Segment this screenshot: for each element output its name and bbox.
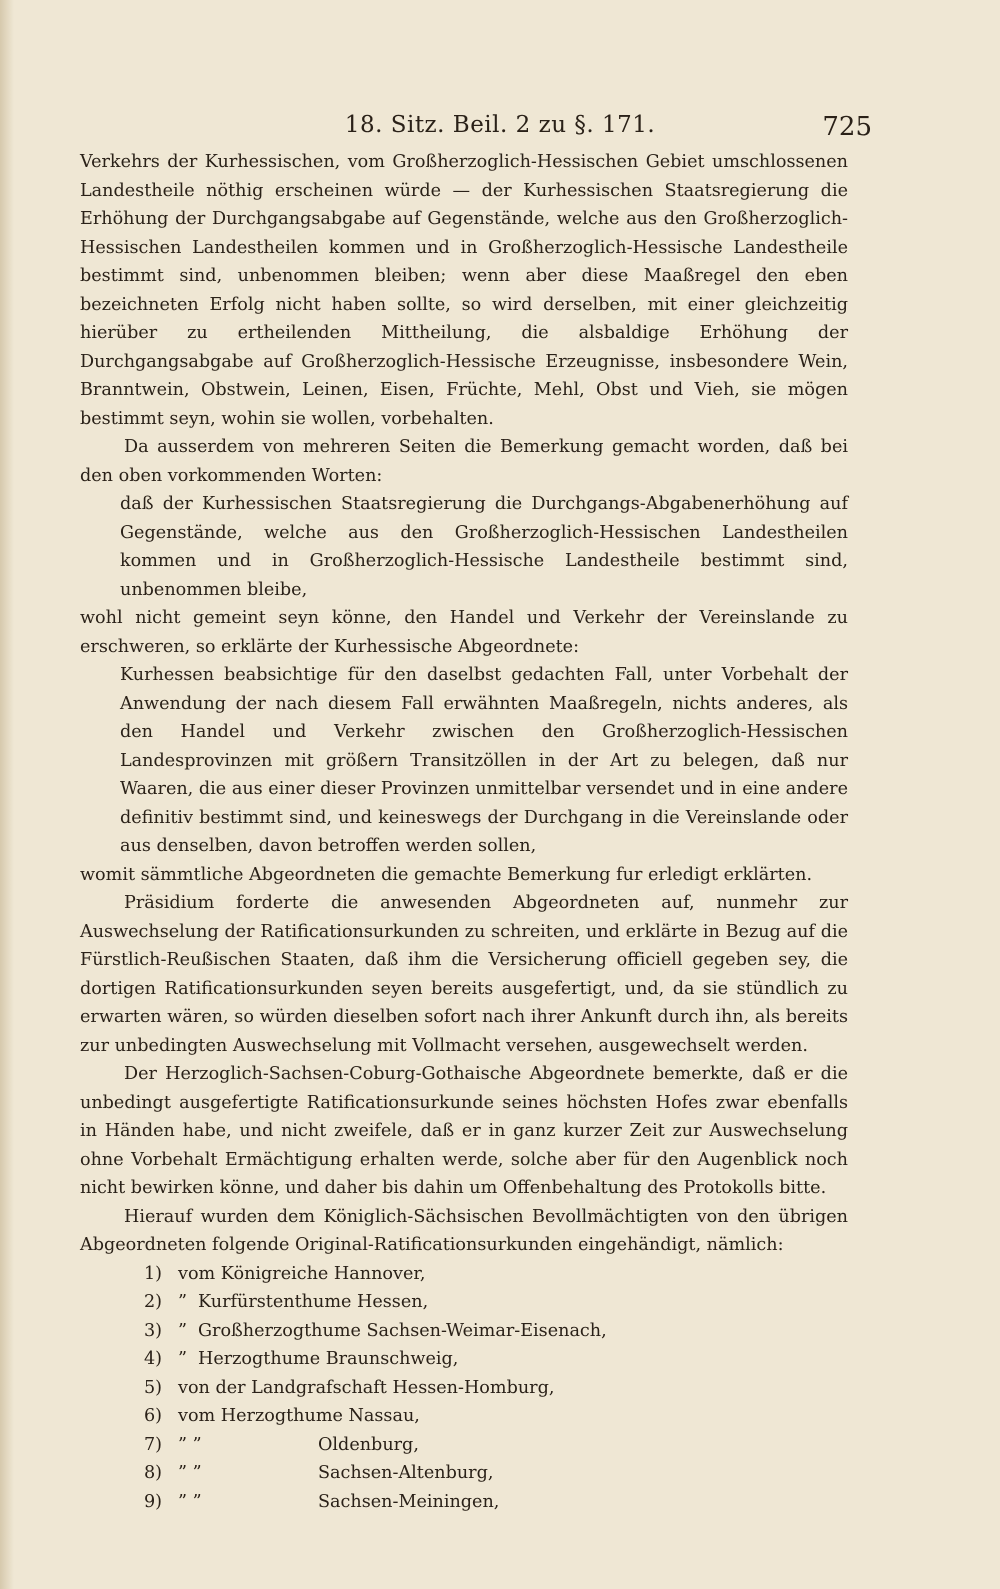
paragraph: wohl nicht gemeint seyn könne, den Handel und Verkehr der Vereinslande zu erschweren, so erklärte der Kurhessische Abgeordnete: — [80, 608, 848, 657]
page-number: 725 — [822, 112, 872, 142]
list-text: vom Herzogthume Nassau, — [178, 1406, 420, 1426]
ratification-list — [80, 1260, 848, 1517]
list-item — [128, 1374, 848, 1403]
list-item — [128, 1488, 848, 1517]
list-number: 9) — [143, 1491, 162, 1512]
list-text: von der Landgrafschaft Hessen-Homburg, — [178, 1377, 555, 1398]
list-item — [128, 1402, 848, 1431]
list-number: 7) — [143, 1434, 162, 1455]
list-item — [128, 1288, 848, 1317]
paragraph: Da ausserdem von mehreren Seiten die Bemerkung gemacht worden, daß bei den oben vorkommenden Worten: — [80, 437, 848, 486]
ditto-mark: ” ” — [178, 1491, 202, 1512]
list-number: 5) — [143, 1377, 162, 1398]
ditto-mark: ” — [178, 1292, 187, 1312]
list-item — [128, 1317, 848, 1346]
ditto-mark: ” ” — [178, 1434, 202, 1455]
list-number: 1) — [143, 1263, 162, 1284]
declaration-block: Kurhessen beabsichtige für den daselbst gedachten Fall, unter Vorbehalt der Anwendung der nach diesem Fall erwähnten Maaßregeln, nichts anderes, als den Handel und Verkehr zwischen den Großherzoglich-Hessischen Landesprovinzen mit größern Transitzöllen in der Art zu belegen, daß nur Waaren, die aus einer dieser Provinzen unmittelbar versendet und in eine andere definitiv bestimmt sind, und keineswegs der Durchgang in die Vereinslande oder aus denselben, davon betroffen werden sollen, — [120, 665, 848, 856]
paragraph: womit sämmtliche Abgeordneten die gemachte Bemerkung fur erledigt erklärten. — [80, 864, 813, 885]
list-item — [128, 1459, 848, 1488]
paragraph: Der Herzoglich-Sachsen-Coburg-Gothaische Abgeordnete bemerkte, daß er die unbedingt ausgefertigte Ratificationsurkunde seines höchsten Hofes zwar ebenfalls in Händen habe, und nicht zweifele, daß er in ganz kurzer Zeit zur Auswechselung ohne Vorbehalt Ermächtigung erhalten werde, solche aber für den Augenblick noch nicht bewirken könne, und daher bis dahin um Offenbehaltung des Protokolls bitte. — [80, 1064, 848, 1198]
list-text: Sachsen-Meiningen, — [318, 1491, 500, 1512]
list-text: Kurfürstenthume Hessen, — [198, 1292, 429, 1312]
list-text: Oldenburg, — [318, 1434, 419, 1455]
list-item — [128, 1345, 848, 1374]
list-text: vom Königreiche Hannover, — [178, 1263, 426, 1284]
list-item — [128, 1431, 848, 1460]
page-header — [0, 112, 1000, 148]
list-text: Großherzogthume Sachsen-Weimar-Eisenach, — [198, 1320, 607, 1341]
list-number: 3) — [143, 1320, 162, 1341]
list-number: 4) — [143, 1349, 162, 1369]
list-number: 8) — [143, 1463, 162, 1483]
list-number: 2) — [143, 1292, 162, 1312]
ditto-mark: ” — [178, 1349, 187, 1369]
paragraph: Präsidium forderte die anwesenden Abgeordneten auf, nunmehr zur Auswechselung der Ratificationsurkunden zu schreiten, und erklärte in Bezug auf die Fürstlich-Reußischen Staaten, daß ihm die Versicherung officiell gegeben sey, die dortigen Ratificationsurkunden seyen bereits ausgefertigt, und, da sie stündlich zu erwarten wären, so würden dieselben sofort nach ihrer Ankunft durch ihn, als bereits zur unbedingten Auswechselung mit Vollmacht versehen, ausgewechselt werden. — [80, 893, 848, 1056]
running-title: 18. Sitz. Beil. 2 zu §. 171. — [344, 112, 656, 138]
page-body — [80, 148, 848, 1516]
ditto-mark: ” — [178, 1320, 187, 1341]
quoted-clause: daß der Kurhessischen Staatsregierung die Durchgangs-Abgabenerhöhung auf Gegenstände, welche aus den Großherzoglich-Hessischen Landestheilen kommen und in Großherzoglich-Hessische Landestheile bestimmt sind, unbenommen bleibe, — [120, 494, 848, 600]
page-edge — [0, 0, 14, 1589]
list-text: Sachsen-Altenburg, — [318, 1463, 494, 1483]
paragraph: Hierauf wurden dem Königlich-Sächsischen Bevollmächtigten von den übrigen Abgeordneten folgende Original-Ratificationsurkunden eingehändigt, nämlich: — [80, 1206, 848, 1255]
list-item — [128, 1260, 848, 1289]
paragraph: Verkehrs der Kurhessischen, vom Großherzoglich-Hessischen Gebiet umschlossenen Landestheile nöthig erscheinen würde — der Kurhessischen Staatsregierung die Erhöhung der Durchgangsabgabe auf Gegenstände, welche aus den Großherzoglich-Hessischen Landestheilen kommen und in Großherzoglich-Hessische Landestheile bestimmt sind, unbenommen bleiben; wenn aber diese Maaßregel den eben bezeichneten Erfolg nicht haben sollte, so wird derselben, mit einer gleichzeitig hierüber zu ertheilenden Mittheilung, die alsbaldige Erhöhung der Durchgangsabgabe auf Großherzoglich-Hessische Erzeugnisse, insbesondere Wein, Branntwein, Obstwein, Leinen, Eisen, Früchte, Mehl, Obst und Vieh, sie mögen bestimmt seyn, wohin sie wollen, vorbehalten. — [80, 152, 848, 429]
list-number: 6) — [143, 1406, 162, 1426]
ditto-mark: ” ” — [178, 1463, 202, 1483]
list-text: Herzogthume Braunschweig, — [198, 1349, 459, 1369]
